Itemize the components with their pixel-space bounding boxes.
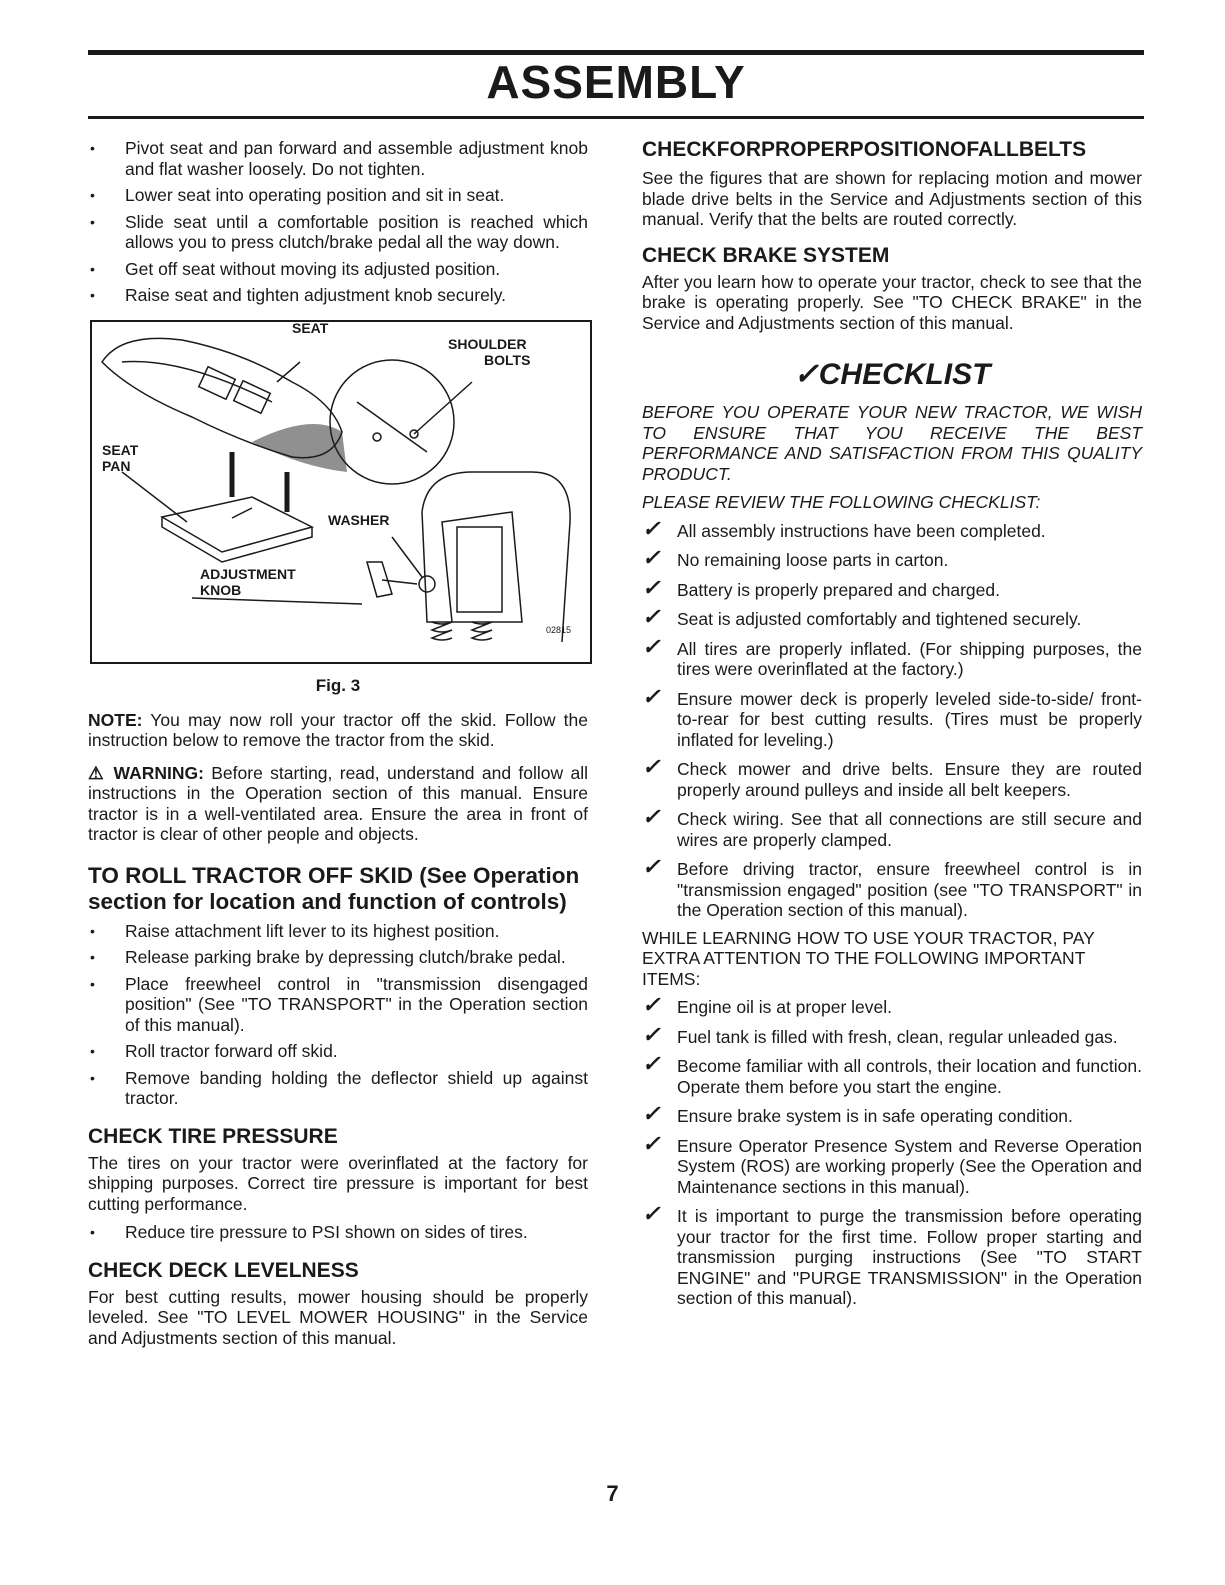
label-seat-pan-1: SEAT — [102, 441, 139, 458]
list-item: • Lower seat into operating position and sit in seat. — [90, 185, 505, 205]
figure-code: 02815 — [546, 624, 572, 635]
left-column — [88, 138, 588, 1348]
checkmark-icon: ✓ — [642, 683, 661, 709]
checklist-item: ✓ All assembly instructions have been completed. — [642, 515, 1046, 541]
checkmark-icon: ✓ — [793, 358, 819, 391]
label-adjustment: ADJUSTMENT — [200, 565, 296, 582]
figure-caption: Fig. 3 — [315, 675, 361, 695]
checkmark-icon: ✓ — [642, 633, 661, 659]
page-title: ASSEMBLY — [486, 56, 746, 108]
list-item: • Slide seat until a comfortable position is reached which allows you to press clutch/brake pedal all the way down. — [90, 211, 588, 252]
belts-section-heading: CHECKFORPROPERPOSITIONOFALLBELTS — [642, 138, 1087, 161]
list-item: • Roll tractor forward off skid. — [90, 1041, 338, 1061]
list-item: • Release parking brake by depressing clutch/brake pedal. — [90, 947, 566, 967]
tire-section-heading: CHECK TIRE PRESSURE — [88, 1124, 338, 1148]
tire-list — [88, 1222, 588, 1243]
list-item: • Remove banding holding the deflector shield up against tractor. — [90, 1067, 588, 1108]
brake-paragraph: After you learn how to operate your tractor, check to see that the brake is operating properly. See "TO CHECK BRAKE" in the Service and Adjustments section of this manual. — [642, 271, 1142, 333]
checkmark-icon: ✓ — [642, 754, 661, 779]
note-paragraph: NOTE: You may now roll your tractor off the skid. Follow the instruction below to remove the tractor from the skid. — [88, 709, 588, 750]
bullet-icon: • — [90, 1069, 95, 1086]
right-column — [642, 138, 1142, 1318]
checkmark-icon: ✓ — [642, 545, 661, 570]
seat-adjust-list — [88, 138, 588, 306]
while-learning-paragraph: WHILE LEARNING HOW TO USE YOUR TRACTOR, PAY EXTRA ATTENTION TO THE FOLLOWING IMPORTANT ITEMS: — [642, 927, 1095, 989]
checklist-item: ✓ Ensure Operator Presence System and Reverse Operation System (ROS) are working properly (See the Operation and Maintenance sections in this manual). — [642, 1130, 1142, 1197]
bullet-icon: • — [90, 140, 95, 156]
checkmark-icon: ✓ — [642, 1201, 661, 1226]
checklist-item: ✓ Engine oil is at proper level. — [642, 992, 892, 1017]
warning-icon: ⚠ — [88, 762, 107, 783]
checklist-intro: BEFORE YOU OPERATE YOUR NEW TRACTOR, WE WISH TO ENSURE THAT YOU RECEIVE THE BEST PERFORMANCE AND SATISFACTION FROM THIS QUALITY PRODUCT. — [642, 402, 1142, 484]
checkmark-icon: ✓ — [642, 1130, 661, 1156]
seat-assembly-figure — [90, 320, 592, 664]
tire-paragraph: The tires on your tractor were overinflated at the factory for shipping purposes. Correct tire pressure is important for best cutting performance. — [88, 1152, 588, 1214]
roll-list — [88, 921, 588, 1109]
checklist-items-2 — [642, 992, 1142, 1309]
roll-section-heading: TO ROLL TRACTOR OFF SKID (See Operation section for location and function of controls) — [88, 862, 580, 914]
checklist-item: ✓ No remaining loose parts in carton. — [642, 545, 949, 570]
checkmark-icon: ✓ — [642, 1051, 661, 1076]
label-seat: SEAT — [292, 319, 329, 336]
list-item: • Pivot seat and pan forward and assemble adjustment knob and flat washer loosely. Do not tighten. — [90, 138, 588, 179]
checklist-title: ✓CHECKLIST — [793, 358, 991, 391]
deck-paragraph: For best cutting results, mower housing should be properly leveled. See "TO LEVEL MOWER HOUSING" in the Service and Adjustments section of this manual. — [88, 1286, 588, 1348]
bullet-icon: • — [90, 949, 95, 965]
bullet-icon: • — [90, 975, 95, 992]
label-washer: WASHER — [328, 511, 390, 528]
checklist-item: ✓ All tires are properly inflated. (For shipping purposes, the tires were overinflated at the factory.) — [642, 633, 1142, 679]
checklist-items — [642, 515, 1142, 921]
checklist-item: ✓ Check wiring. See that all connections are still secure and wires are properly clamped. — [642, 804, 1142, 850]
label-seat-pan-2: PAN — [102, 457, 131, 474]
bullet-icon: • — [90, 260, 95, 277]
checklist-item: ✓ Seat is adjusted comfortably and tightened securely. — [642, 604, 1082, 629]
checkmark-icon: ✓ — [642, 515, 661, 541]
list-item: • Place freewheel control in "transmission disengaged position" (See "TO TRANSPORT" in the Operation section of this manual). — [90, 973, 588, 1035]
checkmark-icon: ✓ — [642, 804, 661, 829]
list-item: • Reduce tire pressure to PSI shown on sides of tires. — [90, 1222, 528, 1242]
checklist-item: ✓ Battery is properly prepared and charged. — [642, 574, 1000, 600]
label-bolts: BOLTS — [484, 351, 531, 368]
bullet-icon: • — [90, 213, 95, 230]
label-shoulder: SHOULDER — [448, 335, 527, 352]
warning-paragraph: ⚠ WARNING: Before starting, read, understand and follow all instructions in the Operation section of this manual. Ensure tractor is in a well-ventilated area. Ensure the area in front of tractor is clear of other people and objects. — [88, 762, 588, 844]
checklist-item: ✓ Ensure brake system is in safe operating condition. — [642, 1101, 1073, 1126]
list-item: • Raise seat and tighten adjustment knob securely. — [90, 285, 507, 305]
checklist-review: PLEASE REVIEW THE FOLLOWING CHECKLIST: — [642, 492, 1041, 512]
checkmark-icon: ✓ — [642, 604, 661, 629]
deck-section-heading: CHECK DECK LEVELNESS — [88, 1258, 359, 1282]
bullet-icon: • — [90, 287, 95, 303]
bullet-icon: • — [90, 922, 95, 939]
belts-paragraph: See the figures that are shown for replacing motion and mower blade drive belts in the Service and Adjustments section of this manual. Verify that the belts are routed correctly. — [642, 168, 1142, 229]
bullet-icon: • — [90, 187, 95, 203]
label-knob: KNOB — [200, 581, 242, 598]
brake-section-heading: CHECK BRAKE SYSTEM — [642, 243, 890, 267]
checklist-item: ✓ Before driving tractor, ensure freewheel control is in "transmission engaged" position (see "TO TRANSPORT" in the Operation section of this manual). — [642, 854, 1142, 920]
seat-assembly-illustration — [92, 319, 590, 662]
checkmark-icon: ✓ — [642, 1021, 661, 1047]
checklist-item: ✓ Check mower and drive belts. Ensure they are routed properly around pulleys and inside all belt keepers. — [642, 754, 1142, 800]
list-item: • Get off seat without moving its adjusted position. — [90, 258, 501, 279]
checkmark-icon: ✓ — [642, 992, 661, 1017]
checklist-item: ✓ It is important to purge the transmission before operating your tractor for the first time. Follow proper starting and transmission purging instructions (See "TO START ENGINE" and "PURGE TRANSMISSION" in the Operation section of this manual). — [642, 1201, 1142, 1308]
top-rule — [88, 50, 1144, 55]
bullet-icon: • — [90, 1043, 95, 1059]
checkmark-icon: ✓ — [642, 574, 661, 600]
page-number: 7 — [606, 1481, 619, 1506]
header-rule — [88, 116, 1144, 119]
checklist-item: ✓ Fuel tank is filled with fresh, clean, regular unleaded gas. — [642, 1021, 1118, 1047]
list-item: • Raise attachment lift lever to its highest position. — [90, 920, 500, 941]
checklist-item: ✓ Ensure mower deck is properly leveled side-to-side/ front-to-rear for best cutting results. (Tires must be properly inflated for leveling.) — [642, 683, 1142, 750]
checkmark-icon: ✓ — [642, 1101, 661, 1126]
checklist-item: ✓ Become familiar with all controls, their location and function. Operate them before you start the engine. — [642, 1051, 1142, 1097]
bullet-icon: • — [90, 1224, 95, 1240]
checkmark-icon: ✓ — [642, 854, 661, 879]
